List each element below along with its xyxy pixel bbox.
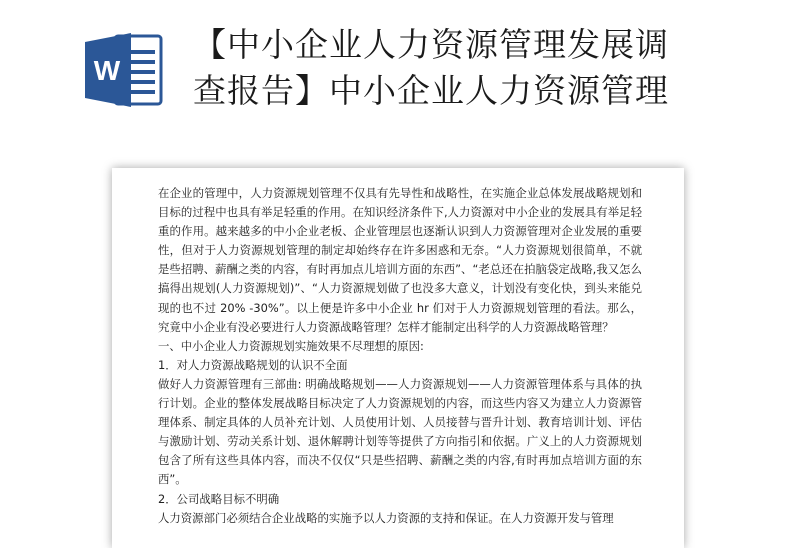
document-title <box>193 22 783 114</box>
subheading-1: 1．对人力资源战略规划的认识不全面 <box>158 357 348 372</box>
document-body <box>158 184 642 528</box>
title-line-2: 查报告】中小企业人力资源管理 <box>193 71 669 110</box>
paragraph-three-steps: 做好人力资源管理有三部曲: 明确战略规划——人力资源规划——人力资源管理体系与具体的执行计划。企业的整体发展战略目标决定了人力资源规划的内容，而这些内容又为建立人力资源管理体系、制定具体的人员补充计划、人员使用计划、人员接替与晋升计划、教育培训计划、评估与激励计划、劳动关系计划、退休解聘计划等等提供了方向指引和依据。广义上的人力资源规划包含了所有这些具体内容，而决不仅仅“只是些招聘、薪酬之类的内容,有时再加点培训方面的东西”。 <box>158 376 642 487</box>
word-icon-letter: W <box>93 55 121 86</box>
section-heading-1: 一、中小企业人力资源规划实施效果不尽理想的原因: <box>158 338 424 353</box>
paragraph-intro: 在企业的管理中，人力资源规划管理不仅具有先导性和战略性，在实施企业总体发展战略规划和目标的过程中也具有举足轻重的作用。在知识经济条件下,人力资源对中小企业的发展具有举足轻重的作用。越来越多的中小企业老板、企业管理层也逐渐认识到人力资源管理对企业发展的重要性，但对于人力资源规划管理的制定却始终存在许多困惑和无奈。“人力资源规划很简单，不就是些招聘、薪酬之类的内容，有时再加点儿培训方面的东西”、“老总还在拍脑袋定战略,我又怎么搞得出规划(人力资源规划)”、“人力资源规划做了也没多大意义，计划没有变化快，到头来能兑现的也不过 20% -30%”。以上便是许多中小企业 hr 们对于人力资源规划管理的看法。那么，究竟中小企业有没必要进行人力资源战略管理？怎样才能制定出科学的人力资源战略管理？ <box>158 186 642 334</box>
document-page <box>112 168 684 548</box>
paragraph-hr-department: 人力资源部门必须结合企业战略的实施予以人力资源的支持和保证。在人力资源开发与管理 <box>158 510 614 525</box>
word-icon <box>85 30 165 110</box>
title-line-1: 【中小企业人力资源管理发展调 <box>193 25 669 64</box>
subheading-2: 2．公司战略目标不明确 <box>158 491 280 506</box>
